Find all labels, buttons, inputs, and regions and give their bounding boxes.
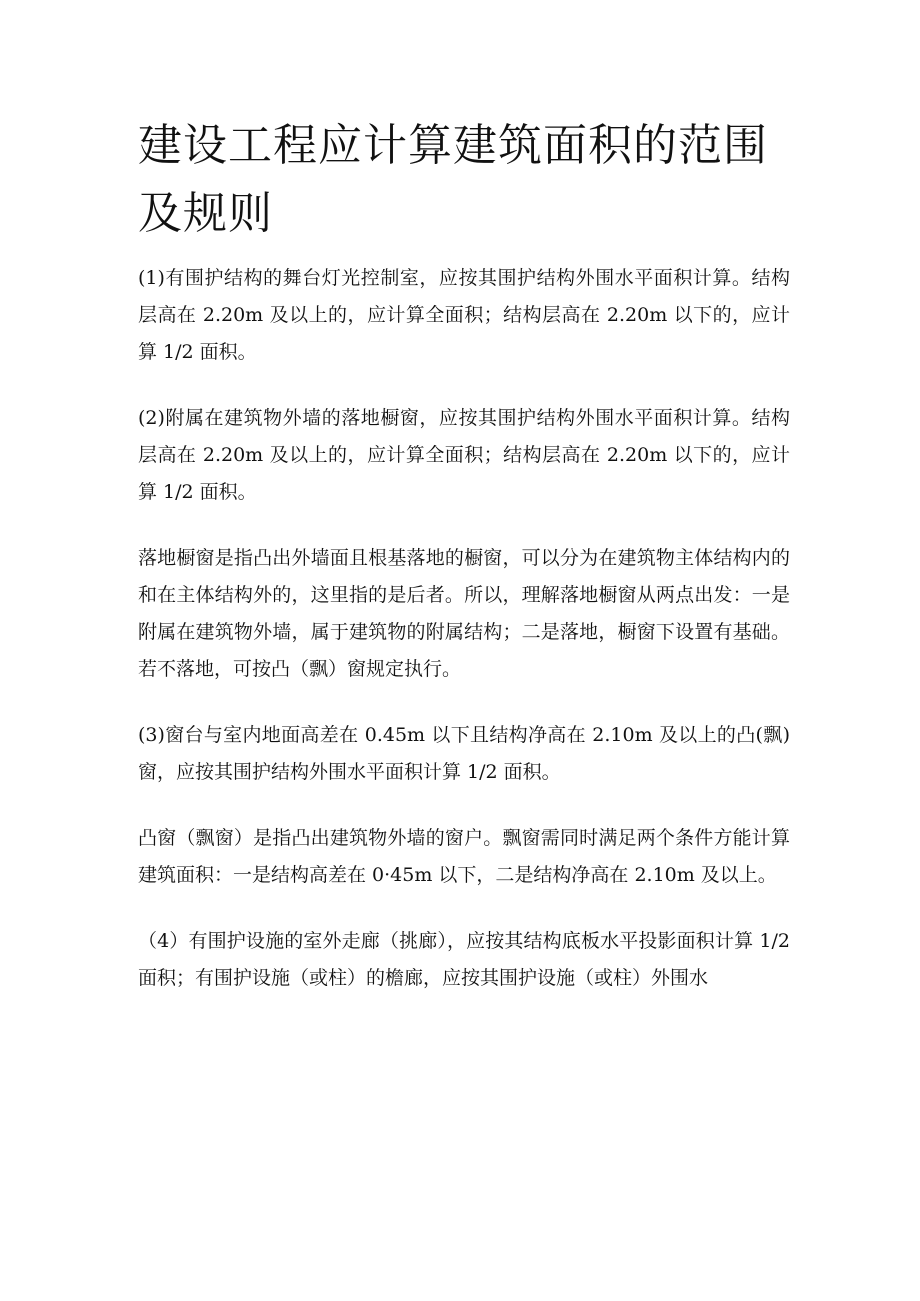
paragraph-6: （4）有围护设施的室外走廊（挑廊），应按其结构底板水平投影面积计算 1/2 面积；有围护设施（或柱）的檐廊，应按其围护设施（或柱）外围水	[138, 930, 790, 989]
paragraph-5: 凸窗（飘窗）是指凸出建筑物外墙的窗户。飘窗需同时满足两个条件方能计算建筑面积：一是结构高差在 0·45m 以下，二是结构净高在 2.10m 及以上。	[138, 827, 790, 886]
paragraph-1: (1)有围护结构的舞台灯光控制室，应按其围护结构外围水平面积计算。结构层高在 2.20m 及以上的，应计算全面积；结构层高在 2.20m 以下的，应计算 1/2 面积。	[138, 267, 790, 363]
document-title: 建设工程应计算建筑面积的范围及规则	[138, 120, 768, 239]
paragraph-gap	[138, 688, 790, 717]
paragraph-gap	[138, 791, 790, 820]
paragraph-4: (3)窗台与室内地面高差在 0.45m 以下且结构净高在 2.10m 及以上的凸(飘)窗，应按其围护结构外围水平面积计算 1/2 面积。	[138, 724, 790, 783]
paragraph-3: 落地橱窗是指凸出外墙面且根基落地的橱窗，可以分为在建筑物主体结构内的和在主体结构外的，这里指的是后者。所以，理解落地橱窗从两点出发：一是附属在建筑物外墙，属于建筑物的附属结构；二是落地，橱窗下设置有基础。若不落地，可按凸（飘）窗规定执行。	[138, 547, 790, 680]
paragraph-2: (2)附属在建筑物外墙的落地橱窗，应按其围护结构外围水平面积计算。结构层高在 2.20m 及以上的，应计算全面积；结构层高在 2.20m 以下的，应计算 1/2 面积。	[138, 407, 790, 503]
paragraph-gap	[138, 894, 790, 923]
document-page	[138, 112, 790, 997]
paragraph-gap	[138, 511, 790, 540]
paragraph-gap	[138, 371, 790, 400]
